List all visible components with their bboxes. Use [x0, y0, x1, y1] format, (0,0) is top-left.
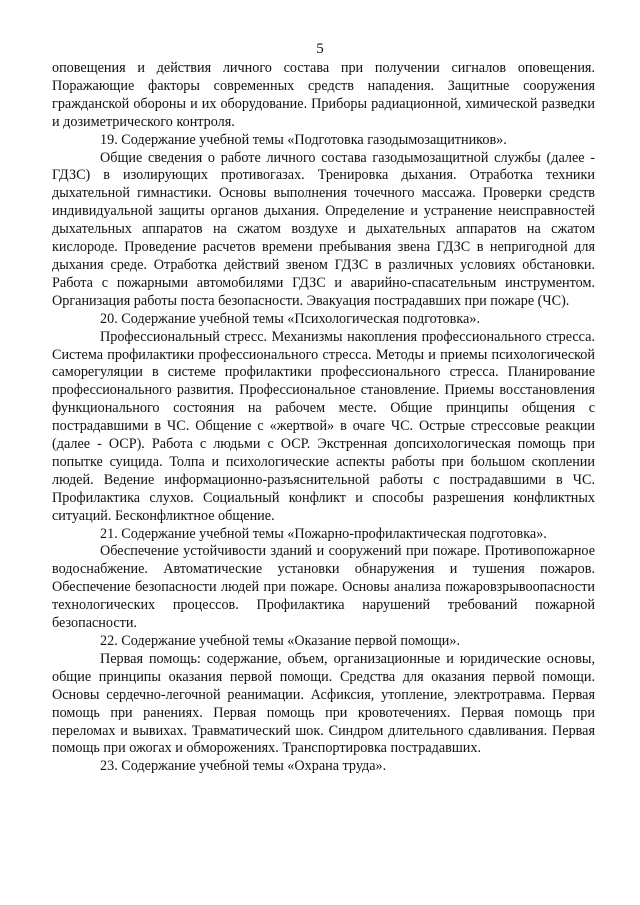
page-number: 5 [316, 41, 324, 57]
document-body [52, 60, 595, 776]
topic-21-body: Обеспечение устойчивости зданий и сооружений при пожаре. Противопожарное водоснабжение. Автоматические установки обнаружения и тушения пожаров. Обеспечение безопасности людей при пожаре. Основы анализа пожаровзрывоопасности технологических процессов. Профилактика нарушений требований пожарной безопасности. [52, 543, 595, 632]
topic-19-heading: 19. Содержание учебной темы «Подготовка газодымозащитников». [100, 131, 507, 148]
topic-21-heading: 21. Содержание учебной темы «Пожарно-профилактическая подготовка». [100, 525, 547, 542]
paragraph-civil-defense-continuation: оповещения и действия личного состава при получении сигналов оповещения. Поражающие факторы современных средств нападения. Защитные сооружения гражданской обороны и их оборудование. Приборы радиационной, химической разведки и дозиметрического контроля. [52, 60, 595, 130]
topic-20-heading: 20. Содержание учебной темы «Психологическая подготовка». [100, 310, 480, 327]
topic-20-body: Профессиональный стресс. Механизмы накопления профессионального стресса. Система профилактики профессионального стресса. Методы и приемы психологической саморегуляции в системе профилактики профессионального стресса. Планирование профессионального развития. Профессиональное становление. Приемы восстановления функционального состояния на рабочем месте. Общие принципы общения с пострадавшими в ЧС. Общение с «жертвой» в очаге ЧС. Острые стрессовые реакции (далее - ОСР). Работа с людьми с ОСР. Экстренная допсихологическая помощь при попытке суицида. Толпа и психологические аспекты работы при большом скоплении людей. Ведение информационно-разъяснительной работы с пострадавшими в ЧС. Профилактика слухов. Социальный конфликт и способы разрешения конфликтных ситуаций. Бесконфликтное общение. [52, 328, 595, 524]
topic-22-heading: 22. Содержание учебной темы «Оказание первой помощи». [100, 633, 460, 649]
topic-19-body: Общие сведения о работе личного состава газодымозащитной службы (далее - ГДЗС) в изолирующих противогазах. Тренировка дыхания. Отработка техники дыхательной гимнастики. Основы выполнения точечного массажа. Проверки средств индивидуальной защиты органов дыхания. Определение и устранение неисправностей дыхательных аппаратов на сжатом воздухе и дыхательных аппаратов на сжатом кислороде. Проведение расчетов времени пребывания звена ГДЗС в непригодной для дыхания среде. Отработка действий звеном ГДЗС в различных условиях обстановки. Работа с пожарными автомобилями ГДЗС и аварийно-спасательным инструментом. Организация работы поста безопасности. Эвакуация пострадавших при пожаре (ЧС). [52, 149, 595, 309]
topic-22-body: Первая помощь: содержание, объем, организационные и юридические основы, общие принципы оказания первой помощи. Средства для оказания первой помощи. Основы сердечно-легочной реанимации. Асфиксия, утопление, электротравма. Первая помощь при ранениях. Первая помощь при кровотечениях. Первая помощь при переломах и вывихах. Травматический шок. Синдром длительного сдавливания. Первая помощь при ожогах и обморожениях. Транспортировка пострадавших. [52, 650, 595, 757]
topic-23-heading: 23. Содержание учебной темы «Охрана труда». [100, 758, 387, 775]
